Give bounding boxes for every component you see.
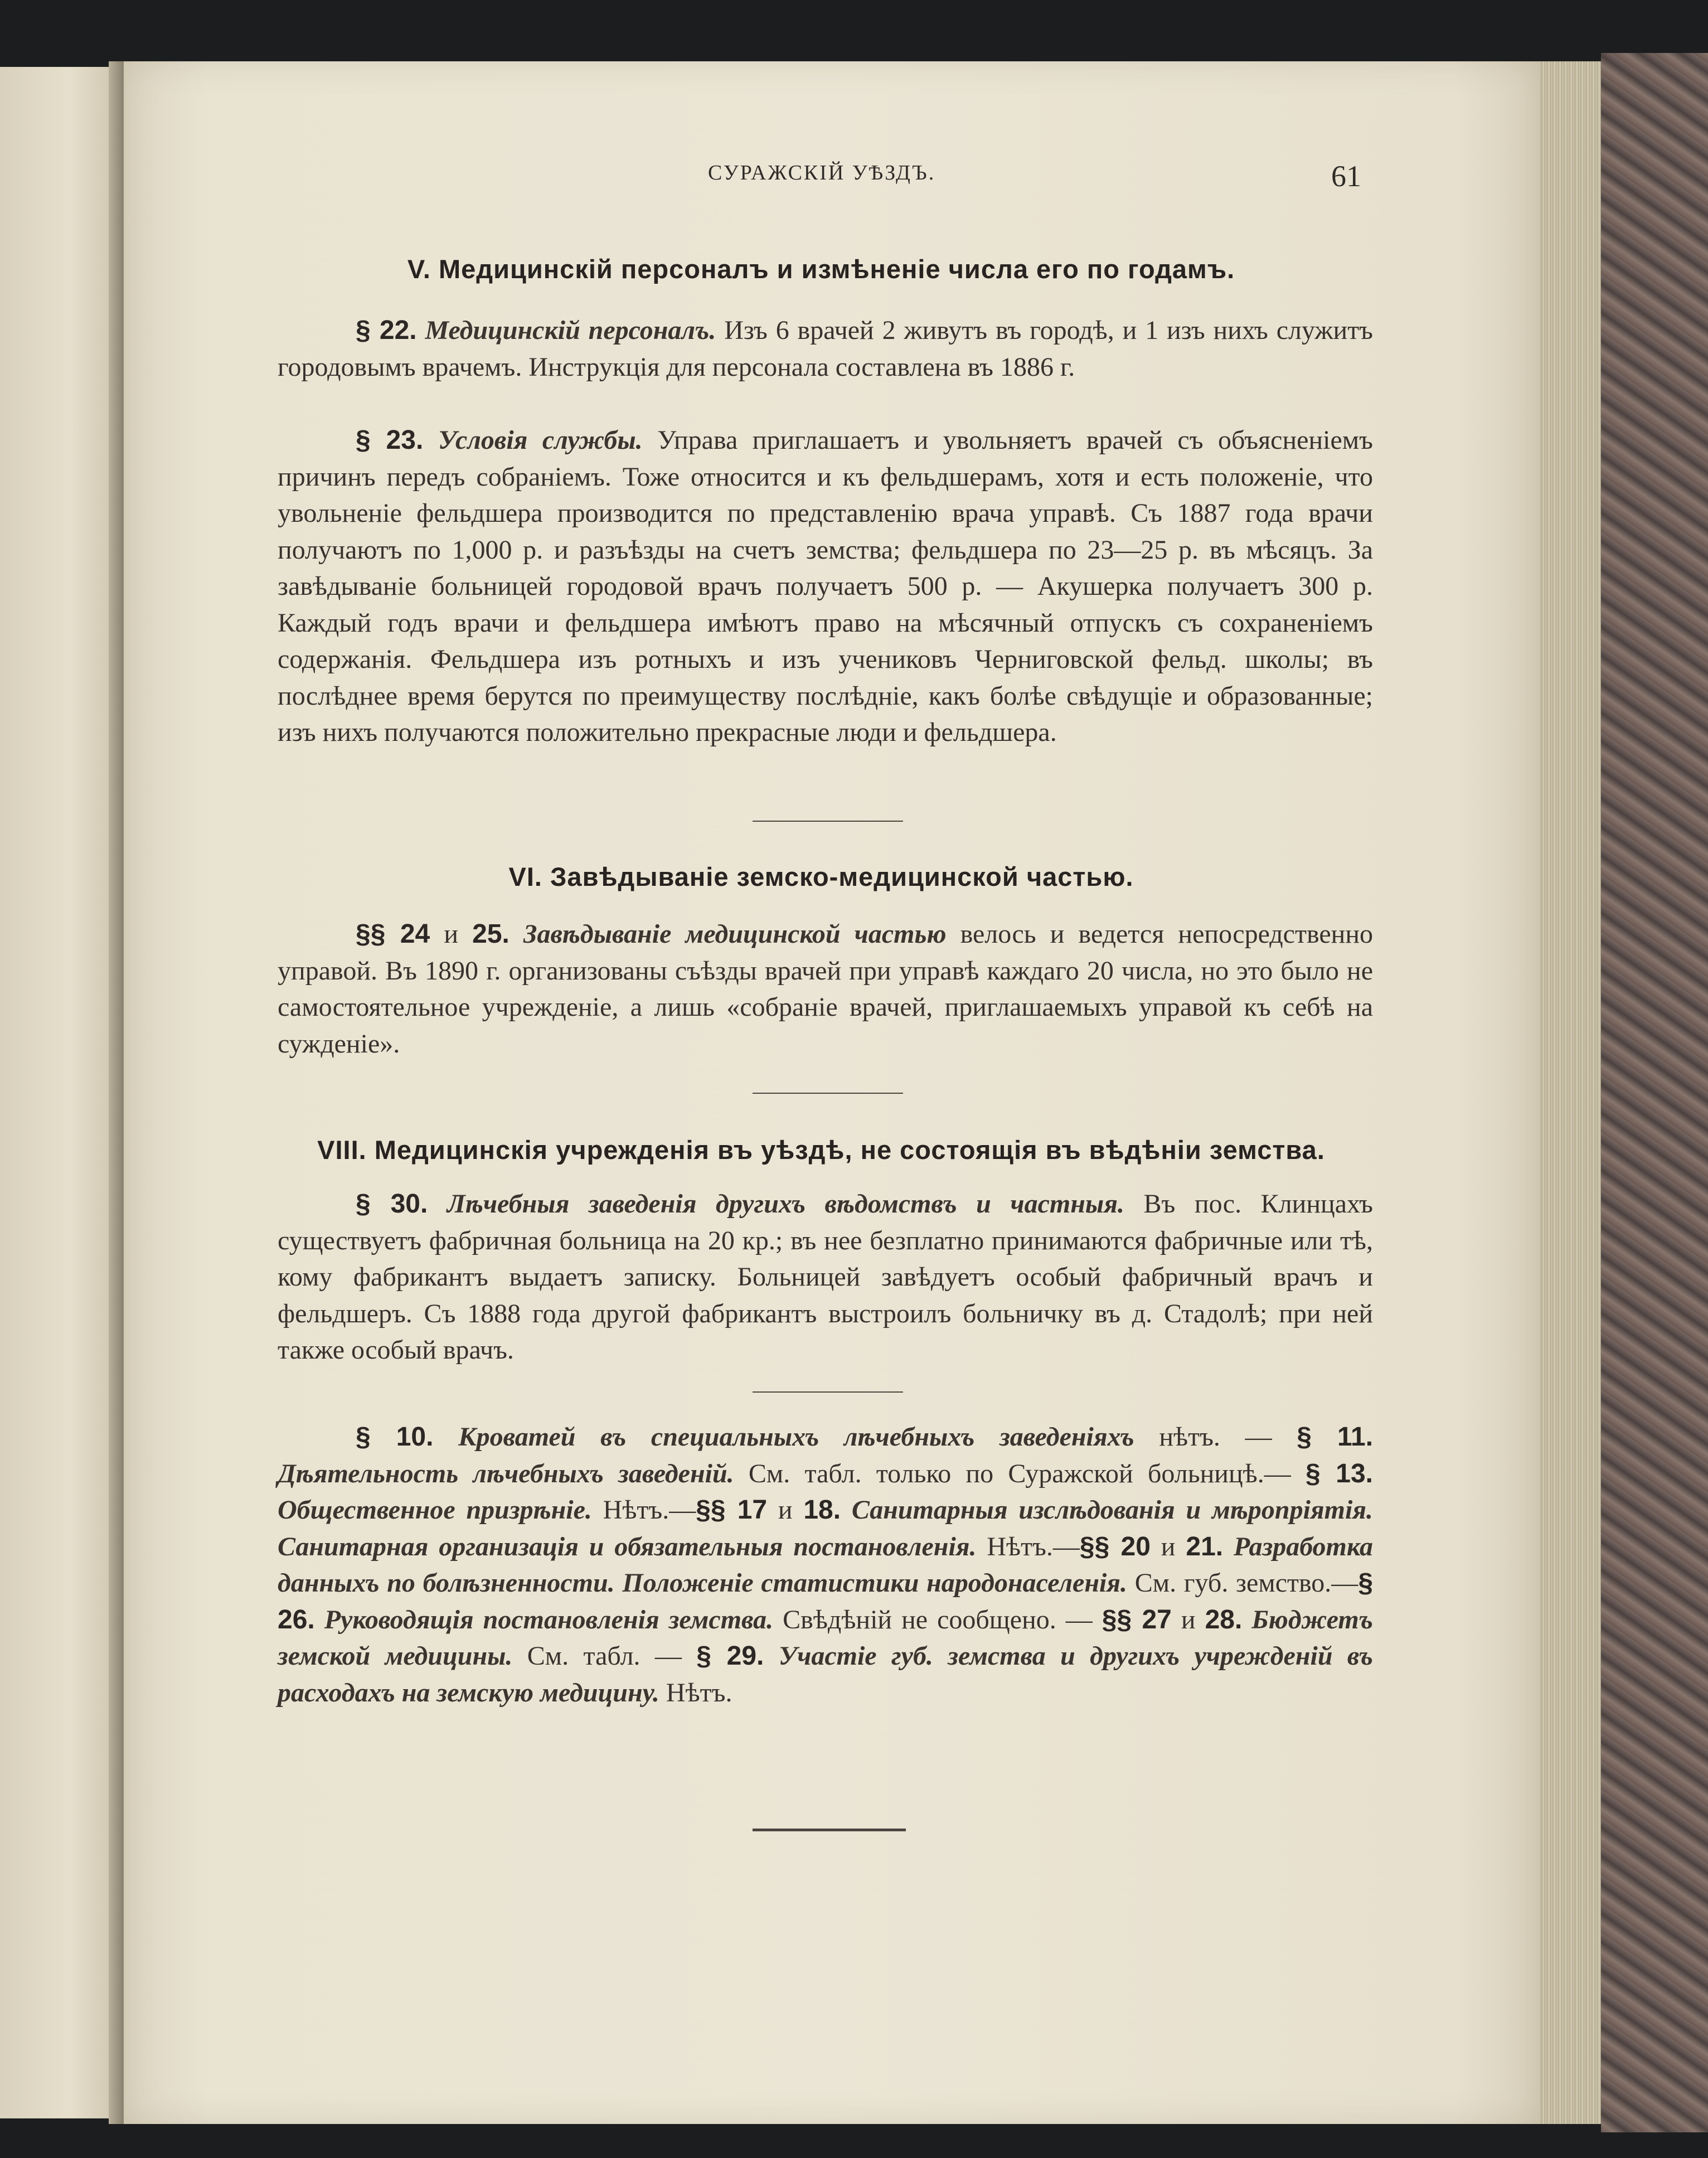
conjunction: и xyxy=(767,1495,804,1525)
paragraph-title: Медицинскій персоналъ. xyxy=(425,316,716,345)
paragraph-30 xyxy=(278,1186,1373,1369)
paragraph-title: Завѣдываніе медицинской частью xyxy=(523,919,947,949)
paragraph-24-25 xyxy=(278,916,1373,1062)
page-block-edges xyxy=(1540,61,1601,2124)
conjunction: и xyxy=(1150,1531,1186,1561)
section-number: 25. xyxy=(472,919,510,949)
section-heading-viii: VIII. Медицинскія учрежденія въ уѣздѣ, не состоящія въ вѣдѣніи земства. xyxy=(317,1135,1325,1165)
section-number: §§ 24 xyxy=(356,919,430,949)
paragraph-text: Нѣтъ.— xyxy=(976,1531,1080,1561)
paragraph-text: См. табл. только по Суражской больницѣ.— xyxy=(734,1458,1306,1488)
section-number: 18. xyxy=(803,1495,841,1525)
section-number: § 22. xyxy=(356,316,417,345)
section-heading-vi: VI. Завѣдываніе земско-медицинской частью. xyxy=(508,862,1134,891)
paragraph-text: Изъ 6 врачей 2 живутъ въ городѣ, и 1 изъ нихъ служитъ городовымъ врачемъ. Инструкція для персонала составлена въ 1886 г. xyxy=(278,316,1373,382)
paragraph-text: См. табл. — xyxy=(512,1641,697,1671)
paragraph-text: нѣтъ. — xyxy=(1134,1422,1297,1452)
section-number: § 10. xyxy=(356,1422,434,1452)
conjunction: и xyxy=(1171,1604,1205,1635)
paragraph-title: Санитарныя изслѣдованія и мѣропріятія. Санитарная организація и обязательныя постановленія. xyxy=(278,1495,1374,1561)
section-number: § 26. xyxy=(278,1568,1374,1635)
section-number: § 23. xyxy=(356,425,424,455)
paragraph-title: Общественное призрѣніе. xyxy=(278,1495,592,1525)
paragraph-text: Управа приглашаетъ и увольняетъ врачей съ объясненіемъ причинъ передъ собраніемъ. Тоже относится и къ фельдшерамъ, хотя и есть положеніе, что увольненіе фельдшера производится по представленію врача управѣ. Съ 1887 года врачи получаютъ по 1,000 р. и разъѣзды на счетъ земства; фельдшера по 23—25 р. въ мѣсяцъ. За завѣдываніе больницей городовой врачъ получаетъ 500 р. — Акушерка получаетъ 300 р. Каждый годъ врачи и фельдшера имѣютъ право на мѣсячный отпускъ съ сохраненіемъ содержанія. Фельдшера изъ ротныхъ и изъ учениковъ Черниговской фельд. школы; въ послѣднее время берутся по преимуществу послѣдніе, какъ болѣе свѣдущіе и образованные; изъ нихъ получаются положительно прекрасные люди и фельдшера. xyxy=(278,425,1373,747)
section-number: § 30. xyxy=(356,1189,428,1219)
paragraph-text: Свѣдѣній не сообщено. — xyxy=(773,1604,1102,1635)
paragraph-title: Кроватей въ специальныхъ лѣчебныхъ заведеніяхъ xyxy=(458,1422,1134,1452)
paragraph-title: Бюджетъ земской медицины. xyxy=(278,1604,1374,1671)
running-head: СУРАЖСКІЙ УѢЗДЪ. xyxy=(708,161,936,185)
divider-rule xyxy=(753,1391,903,1393)
divider-rule xyxy=(753,1093,903,1094)
paragraph-title: Участіе губ. земства и другихъ учрежденій въ расходахъ на земскую медицину. xyxy=(278,1641,1374,1708)
paragraph-text: Нѣтъ. xyxy=(659,1677,732,1708)
section-number: 28. xyxy=(1205,1604,1243,1635)
section-number: 21. xyxy=(1186,1531,1224,1561)
section-number: § 13. xyxy=(1305,1458,1373,1488)
summary-paragraph xyxy=(278,1419,1373,1711)
section-number: § 11. xyxy=(1297,1422,1374,1452)
paragraph-text: Нѣтъ.— xyxy=(591,1495,696,1525)
paragraph-title: Дѣятельность лѣчебныхъ заведеній. xyxy=(278,1458,734,1488)
section-number: §§ 27 xyxy=(1102,1604,1172,1635)
divider-rule xyxy=(753,821,903,822)
section-number: § 29. xyxy=(696,1641,764,1671)
conjunction: и xyxy=(430,919,473,949)
paragraph-text: См. губ. земство.— xyxy=(1127,1568,1358,1598)
paragraph-23 xyxy=(278,422,1373,751)
page-number: 61 xyxy=(1331,159,1361,193)
section-number: §§ 20 xyxy=(1079,1531,1151,1561)
paragraph-title: Условія службы. xyxy=(438,425,643,455)
paragraph-title: Разработка данныхъ по болѣзненности. Положеніе статистики народонаселенія. xyxy=(278,1531,1374,1598)
paragraph-text: велось и ведется непосредственно управой. Въ 1890 г. организованы съѣзды врачей при управѣ каждаго 20 числа, но это было не самостоятельное учрежденіе, а лишь «собраніе врачей, приглашаемыхъ управой къ себѣ на сужденіе». xyxy=(278,919,1374,1059)
paragraph-title: Лѣчебныя заведенія другихъ вѣдомствъ и частныя. xyxy=(447,1189,1124,1219)
paragraph-22 xyxy=(278,312,1373,385)
section-number: §§ 17 xyxy=(696,1495,768,1525)
end-rule xyxy=(753,1829,906,1831)
paragraph-title: Руководящія постановленія земства. xyxy=(324,1604,774,1635)
marbled-cover xyxy=(1601,53,1708,2132)
facing-page-edge xyxy=(0,67,117,2118)
section-heading-v: V. Медицинскій персоналъ и измѣненіе числа его по годамъ. xyxy=(407,254,1235,284)
paragraph-text: Въ пос. Клинцахъ существуетъ фабричная больница на 20 кр.; въ нее безплатно принимаются фабричные или тѣ, кому фабрикантъ выдаетъ записку. Больницей завѣдуетъ особый фабричный врачъ и фельдшеръ. Съ 1888 года другой фабрикантъ выстроилъ больничку въ д. Стадолѣ; при ней также особый врачъ. xyxy=(278,1189,1373,1365)
